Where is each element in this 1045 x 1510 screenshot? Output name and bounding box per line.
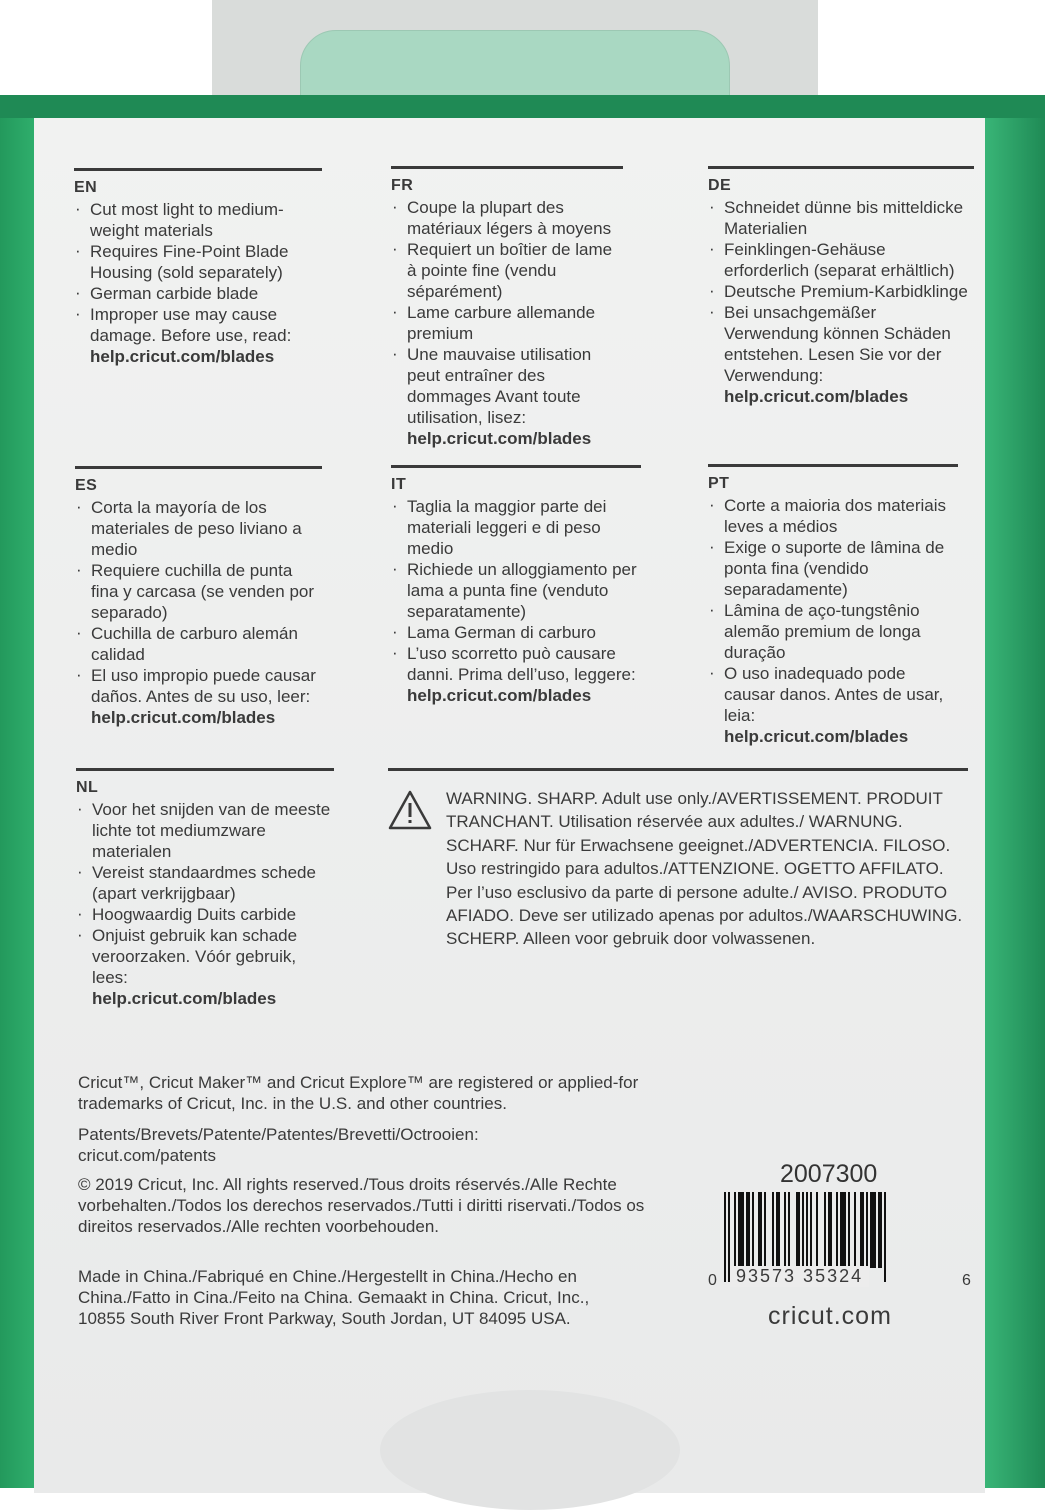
section-fr	[391, 166, 623, 449]
list-item-text: L’uso scorretto può causare danni. Prima dell’uso, leggere:	[407, 644, 636, 684]
language-label: ES	[75, 477, 98, 494]
list-item: · Richiede un alloggiamento per lama a punta fine (venduto separatamente)	[391, 559, 641, 622]
barcode-bar	[738, 1192, 744, 1268]
section-rule	[708, 166, 974, 169]
list-item: · Taglia la maggior parte dei materiali leggeri e di peso medio	[391, 496, 641, 559]
barcode-bar	[824, 1192, 826, 1268]
barcode-bar	[854, 1192, 856, 1268]
list-item-text: Improper use may cause damage. Before use, read:	[90, 305, 292, 345]
list-item-text: El uso impropio puede causar daños. Antes de su uso, leer:	[91, 666, 316, 706]
feature-list	[708, 495, 958, 747]
list-item: · Deutsche Premium-Karbidklinge	[708, 281, 974, 302]
barcode-digits: 93573 35324	[730, 1266, 869, 1287]
barcode-bar	[746, 1192, 750, 1268]
barcode-bar	[860, 1192, 864, 1268]
barcode-bar	[866, 1192, 868, 1268]
made-in-text: Made in China./Fabriqué en Chine./Hergestellt in China./Hecho en China./Fatto in Cina./Feito na China. Gemaakt in China. Cricut, Inc., 10855 South River Front Parkway, South Jordan, UT 84095 USA.	[78, 1267, 590, 1328]
help-link[interactable]: help.cricut.com/blades	[91, 708, 276, 727]
feature-list	[74, 199, 322, 367]
barcode-bar	[796, 1192, 800, 1268]
language-label: DE	[708, 177, 732, 194]
list-item: · Schneidet dünne bis mitteldicke Materialien	[708, 197, 974, 239]
list-item: · Cuchilla de carburo alemán calidad	[75, 623, 322, 665]
list-item	[708, 302, 974, 407]
list-item	[708, 663, 958, 747]
section-rule	[388, 768, 968, 771]
barcode-bar	[788, 1192, 790, 1268]
help-link[interactable]: help.cricut.com/blades	[724, 727, 909, 746]
section-pt	[708, 464, 958, 747]
section-rule	[74, 168, 322, 171]
list-item: · Requiert un boîtier de lame à pointe fine (vendu séparément)	[391, 239, 623, 302]
help-link[interactable]: help.cricut.com/blades	[724, 387, 909, 406]
barcode-bar	[840, 1192, 846, 1268]
section-rule	[75, 466, 322, 469]
section-de	[708, 166, 974, 407]
list-item: · Corta la mayoría de los materiales de peso liviano a medio	[75, 497, 322, 560]
language-label: PT	[708, 475, 730, 492]
barcode-bar	[764, 1192, 766, 1268]
warning-triangle-icon	[388, 790, 432, 830]
list-item-text: Une mauvaise utilisation peut entraîner des dommages Avant toute utilisation, lisez:	[407, 345, 592, 427]
list-item: · Corte a maioria dos materiais leves a médios	[708, 495, 958, 537]
list-item	[391, 643, 641, 706]
list-item: · Exige o suporte de lâmina de ponta fina (vendido separadamente)	[708, 537, 958, 600]
barcode-bar	[724, 1192, 726, 1282]
feature-list	[391, 197, 623, 449]
barcode-bar	[758, 1192, 762, 1268]
list-item: · Feinklingen-Gehäuse erforderlich (separat erhältlich)	[708, 239, 974, 281]
list-item: · Cut most light to medium-weight materials	[74, 199, 322, 241]
list-item: · Requiere cuchilla de punta fina y carcasa (se venden por separado)	[75, 560, 322, 623]
warning-text: WARNING. SHARP. Adult use only./AVERTISSEMENT. PRODUIT TRANCHANT. Utilisation réservée aux adultes./ WARNUNG. SCHARF. Nur für Erwachsene geeignet./ADVERTENCIA. FILOSO. Uso restringido para adultos./ATTENZIONE. OGETTO AFFILATO. Per l’uso esclusivo da parte di persone adulte./ AVISO. PRODUTO AFIADO. Deve ser utilizado apenas por adultos./WAARSCHUWING. SCHERP. Alleen voor gebruik door volwassenen.	[446, 789, 963, 949]
list-item	[75, 665, 322, 728]
language-label: EN	[74, 179, 98, 196]
list-item: · Lame carbure allemande premium	[391, 302, 623, 344]
list-item: · Lâmina de aço-tungstênio alemão premium de longa duração	[708, 600, 958, 663]
website-text: cricut.com	[768, 1302, 892, 1330]
help-link[interactable]: help.cricut.com/blades	[90, 347, 275, 366]
trademarks-text: Cricut™, Cricut Maker™ and Cricut Explore™ are registered or applied-for trademarks of Cricut, Inc. in the U.S. and other countries.	[78, 1073, 639, 1113]
section-es	[75, 466, 322, 728]
list-item: · Requires Fine-Point Blade Housing (sold separately)	[74, 241, 322, 283]
thumb-notch	[380, 1390, 680, 1510]
section-nl	[76, 768, 334, 1009]
barcode-bar	[772, 1192, 774, 1268]
barcode-digit-left: 0	[708, 1272, 717, 1289]
list-item-text: Onjuist gebruik kan schade veroorzaken. Vóór gebruik, lees:	[92, 926, 298, 987]
section-rule	[76, 768, 334, 771]
package-right-edge	[985, 118, 1045, 1488]
barcode-bar	[776, 1192, 780, 1268]
patents-text: Patents/Brevets/Patente/Patentes/Brevetti/Octrooien: cricut.com/patents	[78, 1125, 479, 1165]
barcode-bar	[810, 1192, 812, 1268]
warning-block	[388, 768, 968, 951]
list-item	[76, 925, 334, 1009]
list-item: · Lama German di carburo	[391, 622, 641, 643]
help-link[interactable]: help.cricut.com/blades	[92, 989, 277, 1008]
list-item: · Vereist standaardmes schede (apart verkrijgbaar)	[76, 862, 334, 904]
barcode-digit-right: 6	[962, 1272, 971, 1289]
barcode-bar	[836, 1192, 838, 1268]
list-item: · Voor het snijden van de meeste lichte tot mediumzware materialen	[76, 799, 334, 862]
feature-list	[391, 496, 641, 706]
list-item: · Coupe la plupart des matériaux légers à moyens	[391, 197, 623, 239]
barcode-bar	[884, 1192, 886, 1282]
list-item: · German carbide blade	[74, 283, 322, 304]
list-item-text: Bei unsachgemäßer Verwendung können Schäden entstehen. Lesen Sie vor der Verwendung:	[724, 303, 951, 385]
help-link[interactable]: help.cricut.com/blades	[407, 429, 592, 448]
language-label: IT	[391, 476, 407, 493]
section-it	[391, 465, 641, 706]
language-label: NL	[76, 779, 99, 796]
barcode-bar	[828, 1192, 832, 1268]
section-rule	[391, 166, 623, 169]
barcode-bar	[848, 1192, 850, 1268]
barcode-bar	[734, 1192, 736, 1268]
section-rule	[391, 465, 641, 468]
feature-list	[708, 197, 974, 407]
feature-list	[76, 799, 334, 1009]
list-item	[391, 344, 623, 449]
section-en	[74, 168, 322, 367]
help-link[interactable]: help.cricut.com/blades	[407, 686, 592, 705]
barcode-bar	[752, 1192, 754, 1268]
list-item-text: O uso inadequado pode causar danos. Antes de usar, leia:	[724, 664, 944, 725]
barcode-bar	[870, 1192, 876, 1268]
language-label: FR	[391, 177, 414, 194]
barcode-bar	[878, 1192, 882, 1268]
barcode-bar	[784, 1192, 786, 1268]
copyright-text: © 2019 Cricut, Inc. All rights reserved./Tous droits réservés./Alle Rechte vorbehalten./Todos los derechos reservados./Tutti i diritti riservati./Todos os direitos reservados./Alle rechten voorbehouden.	[78, 1175, 645, 1236]
list-item	[74, 304, 322, 367]
feature-list	[75, 497, 322, 728]
package-left-edge	[0, 118, 34, 1488]
section-rule	[708, 464, 958, 467]
list-item: · Hoogwaardig Duits carbide	[76, 904, 334, 925]
product-number: 2007300	[780, 1160, 878, 1188]
barcode-bar	[802, 1192, 804, 1268]
barcode-bar	[816, 1192, 818, 1268]
